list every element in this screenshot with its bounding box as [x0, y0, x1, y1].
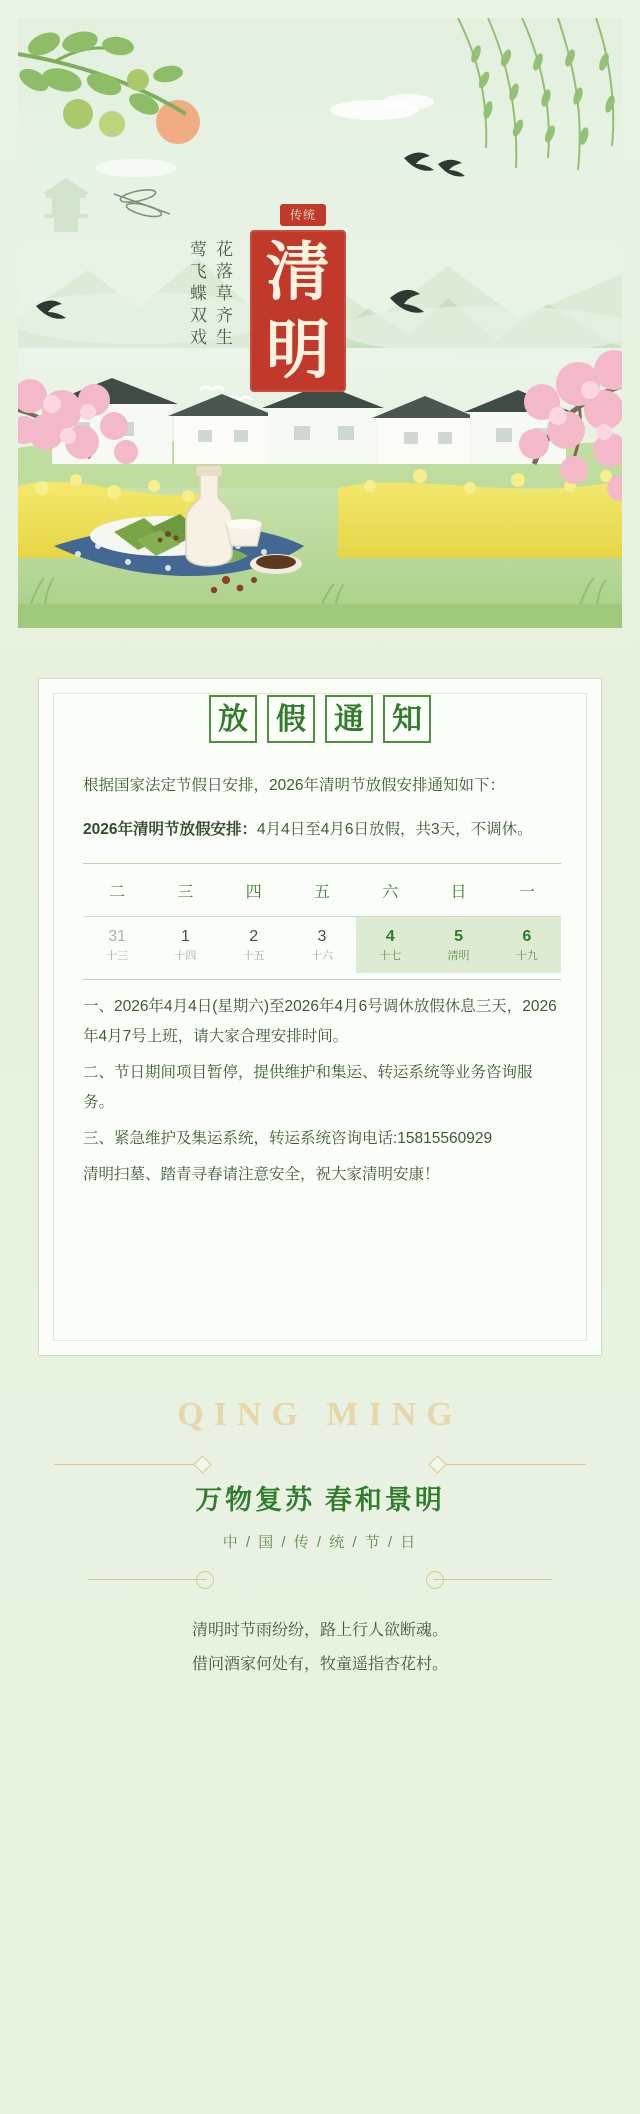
- calendar-day-number: 1: [180, 928, 190, 945]
- tradition-seal-badge: 传统: [280, 204, 326, 226]
- ornament-diamond-right: [428, 1455, 446, 1473]
- calendar-weekday: 六: [382, 884, 399, 901]
- notice-item: 二、节日期间项目暂停，提供维护和集运、转运系统等业务咨询服务。: [83, 1064, 533, 1111]
- calendar-day-holiday: [493, 917, 561, 973]
- calendar-day-lunar: 十五: [242, 950, 265, 962]
- footer-section: [0, 1396, 640, 2114]
- notice-title-char-4: 知: [383, 695, 431, 743]
- notice-intro: 根据国家法定节假日安排，2026年清明节放假安排通知如下：: [83, 777, 505, 794]
- notice-body: [83, 771, 561, 1196]
- calendar-day-lunar: 十三: [106, 950, 129, 962]
- notice-title-char-3: 通: [325, 695, 373, 743]
- poem-line-2: 借问酒家何处有，牧童遥指杏花村。: [191, 1656, 448, 1673]
- ornament-line-left: [54, 1464, 204, 1465]
- calendar-day-number: 5: [454, 928, 463, 945]
- notice-title: [39, 695, 601, 743]
- calendar-day-number: 31: [108, 928, 127, 945]
- calendar-day-row: [83, 916, 561, 973]
- footer-subline: 中 / 国 / 传 / 统 / 节 / 日: [222, 1534, 418, 1551]
- calendar-weekday: 日: [450, 884, 467, 901]
- calendar-day-number: 2: [249, 928, 259, 945]
- notice-closing: 清明扫墓、踏青寻春请注意安全，祝大家清明安康！: [83, 1166, 440, 1183]
- hero-couplet-left: 莺飞蝶双戏: [187, 240, 206, 350]
- ornament-diamond-left: [193, 1455, 211, 1473]
- footer-ornament-top: [0, 1444, 640, 1484]
- calendar-weekday: 三: [177, 884, 194, 901]
- footer-pinyin: QING MING: [177, 1396, 463, 1433]
- holiday-calendar: [83, 863, 561, 980]
- ornament-line-right: [436, 1464, 586, 1465]
- notice-arrangement: [83, 815, 561, 845]
- calendar-day-lunar: 清明: [447, 950, 470, 962]
- calendar-day-lunar: 十六: [310, 950, 333, 962]
- calendar-day: [220, 917, 288, 973]
- notice-item: 一、2026年4月4日(星期六)至2026年4月6号调休放假休息三天，2026年4月7号上班，请大家合理安排时间。: [83, 998, 557, 1045]
- footer-headline: 万物复苏 春和景明: [195, 1485, 445, 1515]
- poem-line-1: 清明时节雨纷纷，路上行人欲断魂。: [191, 1622, 448, 1639]
- hero-title-stamp: [250, 230, 346, 392]
- calendar-day-lunar: 十四: [174, 950, 197, 962]
- arrangement-label: 2026年清明节放假安排：: [83, 821, 257, 838]
- notice-title-char-1: 放: [209, 695, 257, 743]
- ornament-circle-left: [196, 1571, 214, 1589]
- calendar-weekday-row: [83, 872, 561, 916]
- calendar-day-number: 6: [522, 928, 532, 945]
- calendar-day-holiday: [424, 917, 492, 973]
- notice-items: [83, 992, 561, 1190]
- notice-item: 三、紧急维护及集运系统，转运系统咨询电话:15815560929: [83, 1130, 493, 1147]
- arrangement-text: 4月4日至4月6日放假，共3天，不调休。: [256, 821, 533, 838]
- hero-couplet-right: 花落草齐生: [213, 240, 232, 350]
- notice-title-char-2: 假: [267, 695, 315, 743]
- calendar-day-number: 3: [317, 928, 327, 945]
- calendar-day-lunar: 十九: [515, 950, 538, 962]
- ornament-circle-right: [426, 1571, 444, 1589]
- hero-title-char-1: 清: [266, 237, 330, 308]
- calendar-weekday: 一: [518, 884, 535, 901]
- hero-title-char-2: 明: [266, 315, 330, 386]
- footer-poem: [0, 1614, 640, 1682]
- calendar-day: [83, 917, 151, 973]
- calendar-day-number: 4: [385, 928, 395, 945]
- calendar-weekday: 五: [313, 884, 330, 901]
- calendar-day: [288, 917, 356, 973]
- calendar-weekday: 四: [245, 884, 262, 901]
- ornament-bar-left: [88, 1579, 206, 1580]
- calendar-day: [151, 917, 219, 973]
- calendar-day-lunar: 十七: [379, 950, 402, 962]
- footer-ornament-bottom: [0, 1562, 640, 1596]
- ornament-bar-right: [434, 1579, 552, 1580]
- calendar-weekday: 二: [109, 884, 126, 901]
- calendar-day-holiday: [356, 917, 424, 973]
- hero-illustration: [18, 18, 622, 628]
- holiday-notice-card: [38, 678, 602, 1356]
